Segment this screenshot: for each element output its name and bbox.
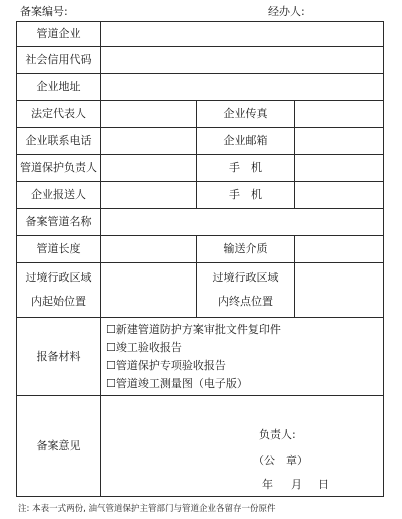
- form-header: [16, 3, 386, 19]
- end-position-field[interactable]: [295, 263, 384, 318]
- materials-checklist: [101, 318, 384, 396]
- row-company-phone: [17, 128, 384, 155]
- start-position-field[interactable]: [101, 263, 197, 318]
- end-position-line1: 过境行政区域: [212, 271, 279, 284]
- company-phone-label: 企业联系电话: [17, 128, 101, 155]
- company-fax-field[interactable]: [295, 101, 384, 128]
- company-phone-field[interactable]: [101, 128, 197, 155]
- row-pipeline-length: [17, 236, 384, 263]
- submitter-field[interactable]: [101, 182, 197, 209]
- opinion-field[interactable]: [101, 396, 384, 497]
- company-email-field[interactable]: [295, 128, 384, 155]
- company-fax-label: 企业传真: [197, 101, 295, 128]
- row-pipeline-name: [17, 209, 384, 236]
- pipeline-name-label: 备案管道名称: [17, 209, 101, 236]
- protection-head-field[interactable]: [101, 155, 197, 182]
- end-position-label: [197, 263, 295, 318]
- row-start-end-position: [17, 263, 384, 318]
- pipeline-length-field[interactable]: [101, 236, 197, 263]
- row-opinion: [17, 396, 384, 497]
- responsible-label: 负责人:: [259, 428, 296, 441]
- medium-field[interactable]: [295, 236, 384, 263]
- medium-label: 输送介质: [197, 236, 295, 263]
- start-position-label: [17, 263, 101, 318]
- company-address-field[interactable]: [101, 74, 384, 101]
- row-legal-rep: [17, 101, 384, 128]
- credit-code-field[interactable]: [101, 47, 384, 74]
- opinion-label: 备案意见: [17, 396, 101, 497]
- filing-form-table: [16, 21, 384, 497]
- row-company-address: [17, 74, 384, 101]
- date-year-label: 年: [262, 478, 273, 491]
- date-month-label: 月: [291, 478, 302, 491]
- mobile-field-1[interactable]: [295, 155, 384, 182]
- row-protection-head: [17, 155, 384, 182]
- date-day-label: 日: [318, 478, 329, 491]
- record-number-label: 备案编号:: [20, 5, 68, 18]
- submitter-label: 企业报送人: [17, 182, 101, 209]
- start-position-line2: 内起始位置: [31, 295, 86, 308]
- materials-label: 报备材料: [17, 318, 101, 396]
- company-email-label: 企业邮箱: [197, 128, 295, 155]
- legal-rep-field[interactable]: [101, 101, 197, 128]
- company-address-label: 企业地址: [17, 74, 101, 101]
- pipeline-company-field[interactable]: [101, 22, 384, 47]
- pipeline-name-field[interactable]: [101, 209, 384, 236]
- row-submitter: [17, 182, 384, 209]
- row-credit-code: [17, 47, 384, 74]
- material-completion-report-checkbox[interactable]: ☐竣工验收报告: [106, 340, 182, 354]
- protection-head-label: 管道保护负责人: [17, 155, 101, 182]
- seal-label: （公 章）: [253, 454, 308, 467]
- mobile-field-2[interactable]: [295, 182, 384, 209]
- pipeline-length-label: 管道长度: [17, 236, 101, 263]
- handler-label: 经办人:: [268, 5, 305, 18]
- credit-code-label: 社会信用代码: [17, 47, 101, 74]
- material-survey-map-checkbox[interactable]: ☐管道竣工测量图（电子版）: [106, 376, 248, 390]
- mobile-label-1: 手 机: [197, 155, 295, 182]
- row-materials: [17, 318, 384, 396]
- mobile-label-2: 手 机: [197, 182, 295, 209]
- legal-rep-label: 法定代表人: [17, 101, 101, 128]
- row-pipeline-company: [17, 22, 384, 47]
- pipeline-company-label: 管道企业: [17, 22, 101, 47]
- material-approval-copy-checkbox[interactable]: ☐新建管道防护方案审批文件复印件: [106, 322, 281, 336]
- footer-note: 注: 本表一式两份, 油气管道保护主管部门与管道企业各留存一份原件: [18, 504, 276, 514]
- start-position-line1: 过境行政区域: [25, 271, 92, 284]
- material-protection-report-checkbox[interactable]: ☐管道保护专项验收报告: [106, 358, 226, 372]
- end-position-line2: 内终点位置: [218, 295, 273, 308]
